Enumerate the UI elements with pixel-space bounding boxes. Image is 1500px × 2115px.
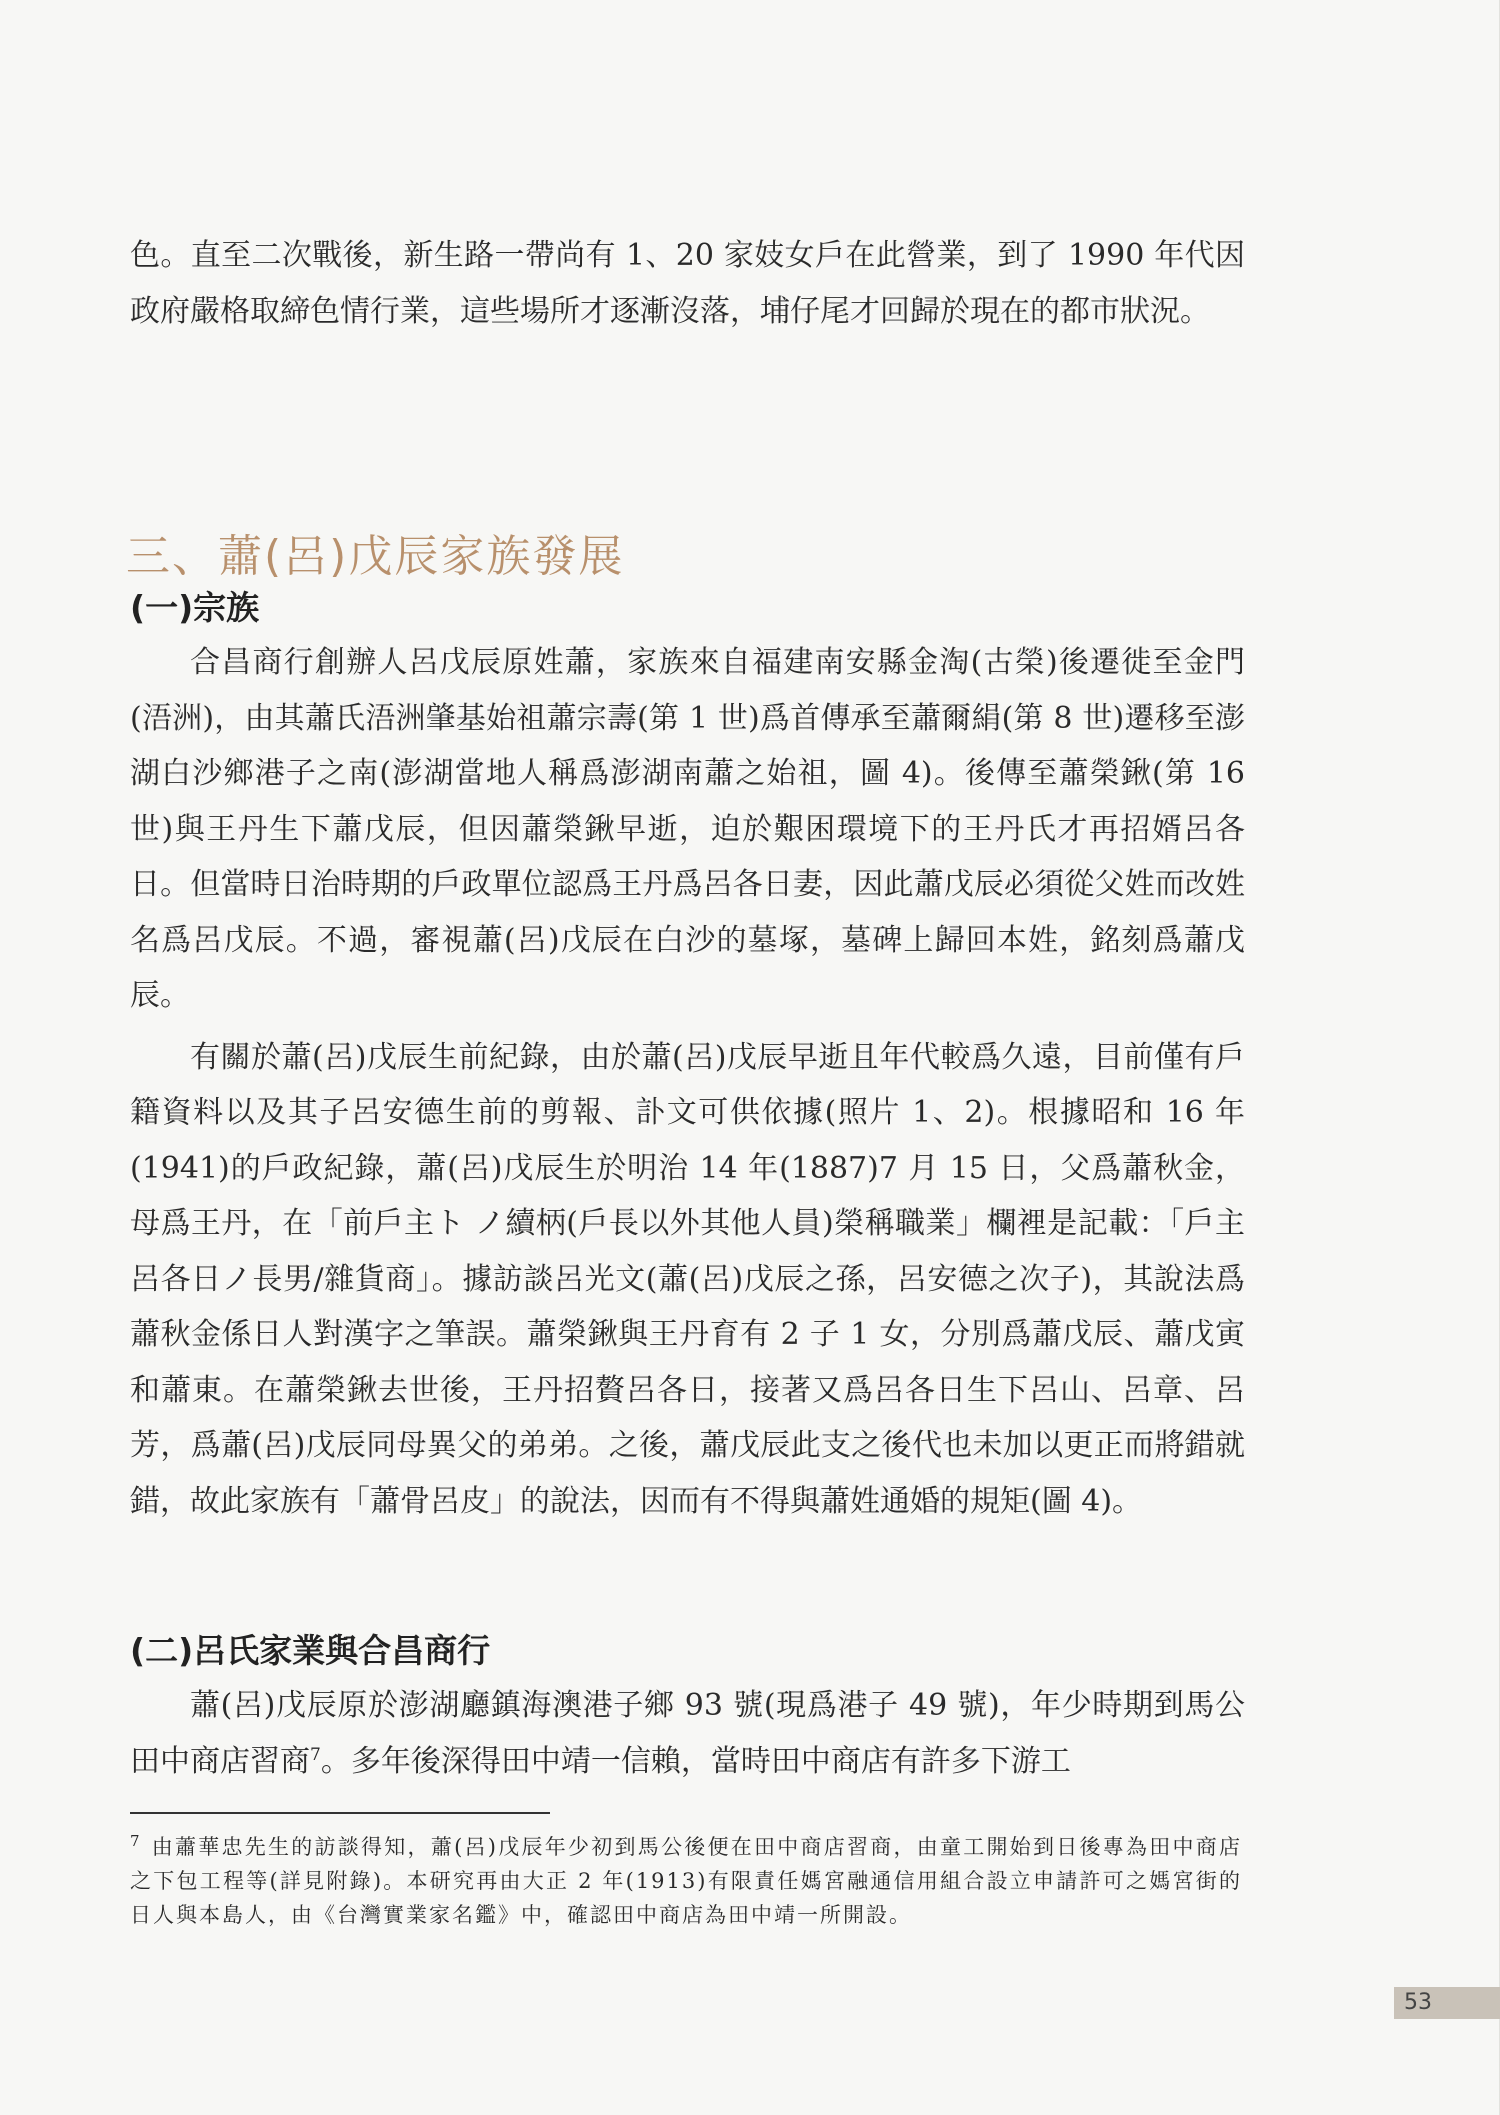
subsection-business [130, 1623, 1245, 1789]
subsection-business-title: (二)呂氏家業與合昌商行 [130, 1631, 491, 1670]
business-paragraph [130, 1678, 1245, 1789]
footnote [130, 1824, 1242, 1932]
subsection-clan [130, 580, 1245, 1529]
section-title: 三、蕭(呂)戊辰家族發展 [126, 531, 625, 582]
footnote-text: 由蕭華忠先生的訪談得知，蕭(呂)戊辰年少初到馬公後便在田中商店習商，由童工開始到日後專為田中商店之下包工程等(詳見附錄)。本研究再由大正 2 年(1913)有限責任媽宮融通信用組合設立申請許可之媽宮街的日人與本島人，由《台灣實業家名鑑》中，確認田中商店為田中靖一所開設。 [130, 1835, 1242, 1927]
page-number: 53 [1394, 1987, 1500, 2019]
business-paragraph-tail: 。多年後深得田中靖一信賴，當時田中商店有許多下游工 [320, 1743, 1071, 1779]
business-paragraph-text: 蕭(呂)戊辰原於澎湖廳鎮海澳港子鄉 93 號(現爲港子 49 號)，年少時期到馬公田中商店習商 [130, 1688, 1245, 1779]
subsection-clan-title: (一)宗族 [130, 588, 260, 627]
footnote-divider [130, 1812, 550, 1814]
intro-block [130, 228, 1245, 339]
footnote-number: 7 [130, 1832, 142, 1850]
footnote-ref: 7 [310, 1744, 321, 1765]
clan-paragraph-1: 合昌商行創辦人呂戊辰原姓蕭，家族來自福建南安縣金淘(古榮)後遷徙至金門(浯洲)，由其蕭氏浯洲肇基始祖蕭宗壽(第 1 世)爲首傳承至蕭爾絹(第 8 世)遷移至澎湖白沙鄉港子之南(澎湖當地人稱爲澎湖南蕭之始祖，圖 4)。後傳至蕭榮鍬(第 16 世)與王丹生下蕭戊辰，但因蕭榮鍬早逝，迫於艱困環境下的王丹氏才再招婿呂各日。但當時日治時期的戶政單位認爲王丹爲呂各日妻，因此蕭戊辰必須從父姓而改姓名爲呂戊辰。不過，審視蕭(呂)戊辰在白沙的墓塚，墓碑上歸回本姓，銘刻爲蕭戊辰。 [130, 645, 1245, 1013]
clan-paragraph-2: 有關於蕭(呂)戊辰生前紀錄，由於蕭(呂)戊辰早逝且年代較爲久遠，目前僅有戶籍資料以及其子呂安德生前的剪報、訃文可供依據(照片 1、2)。根據昭和 16 年 (1941)的戶政紀錄，蕭(呂)戊辰生於明治 14 年(1887)7 月 15 日，父爲蕭秋金，母爲王丹，在「前戶主ト ノ續柄(戶長以外其他人員)榮稱職業」欄裡是記載：「戶主呂各日ノ長男/雜貨商」。據訪談呂光文(蕭(呂)戊辰之孫，呂安德之次子)，其說法爲蕭秋金係日人對漢字之筆誤。蕭榮鍬與王丹育有 2 子 1 女，分別爲蕭戊辰、蕭戊寅和蕭東。在蕭榮鍬去世後，王丹招贅呂各日，接著又爲呂各日生下呂山、呂章、呂芳，爲蕭(呂)戊辰同母異父的弟弟。之後，蕭戊辰此支之後代也未加以更正而將錯就錯，故此家族有「蕭骨呂皮」的說法，因而有不得與蕭姓通婚的規矩(圖 4)。 [130, 1039, 1245, 1519]
intro-paragraph: 色。直至二次戰後，新生路一帶尚有 1、20 家妓女戶在此營業，到了 1990 年代因政府嚴格取締色情行業，這些場所才逐漸沒落，埔仔尾才回歸於現在的都市狀況。 [130, 238, 1245, 329]
